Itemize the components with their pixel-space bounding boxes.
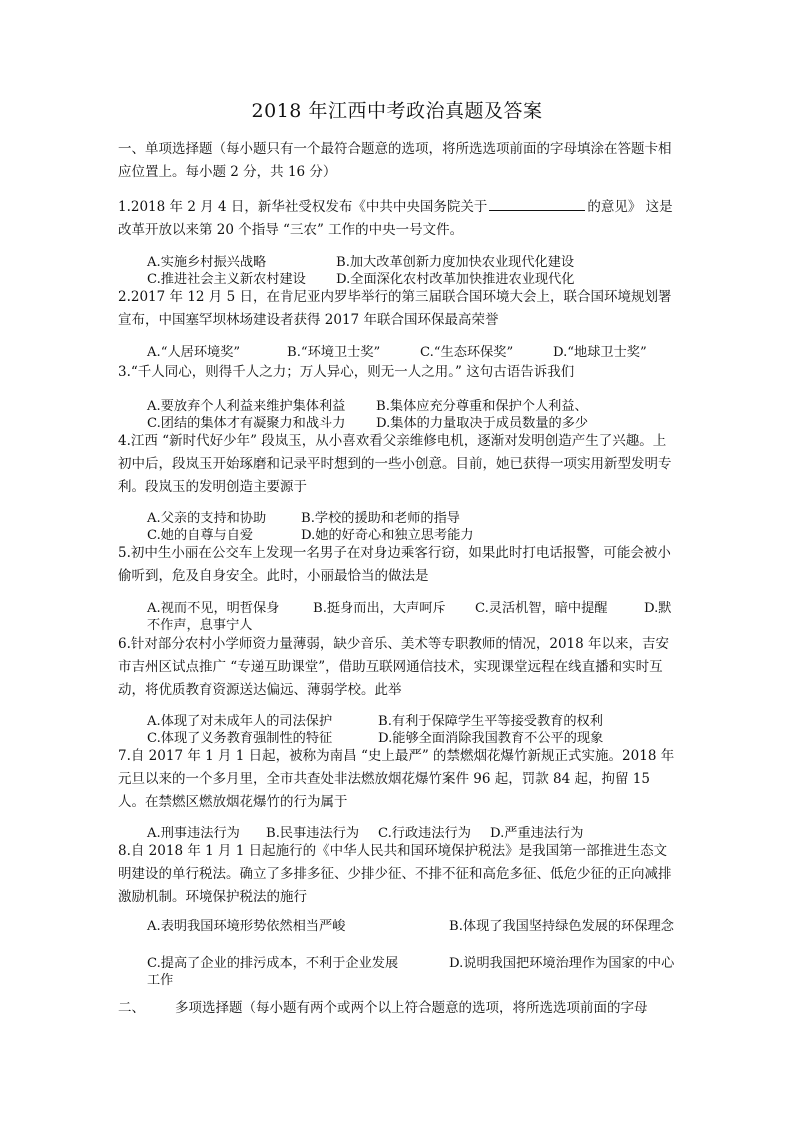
question-4-stem: 4.江西 “新时代好少年” 段岚玉，从小喜欢看父亲维修电机，逐渐对发明创造产生了兴趣。上初中后，段岚玉开始琢磨和记录平时想到的一些小创意。目前，她已获得一项实用新型发明专利。段岚玉的发明创造主要源于 [118, 433, 672, 495]
question-7-stem: 7.自 2017 年 1 月 1 日起，被称为南昌 “史上最严” 的禁燃烟花爆竹新规正式实施。2018 年元旦以来的一个多月里，全市共查处非法燃放烟花爆竹案件 96 起，罚款 84 起，拘留 15 人。在禁燃区燃放烟花爆竹的行为属于 [118, 748, 675, 810]
question-2-option-d: D.“地球卫士奖” [553, 345, 647, 360]
question-7-option-d: D.严重违法行为 [490, 826, 584, 841]
question-5-option-c: C.灵活机智，暗中提醒 [475, 601, 608, 616]
question-4-option-a: A.父亲的支持和协助 [147, 511, 267, 526]
question-4-option-c: C.她的自尊与自爱 [147, 528, 254, 543]
question-7-option-a: A.刑事违法行为 [147, 826, 240, 841]
section2-header: 多项选择题（每小题有两个或两个以上符合题意的选项，将所选选项前面的字母 [175, 1000, 648, 1016]
question-3-stem: 3.“千人同心，则得千人之力；万人异心，则无一人之用。” 这句古语告诉我们 [118, 364, 575, 380]
question-6-option-c: C.体现了义务教育强制性的特征 [147, 731, 333, 746]
question-7-option-c: C.行政违法行为 [378, 826, 471, 841]
question-8-option-b: B.体现了我国坚持绿色发展的环保理念 [449, 919, 674, 934]
answer-blank [489, 198, 585, 211]
question-2-option-c: C.“生态环保奖” [420, 345, 514, 360]
question-6-stem: 6.针对部分农村小学师资力量薄弱，缺少音乐、美术等专职教师的情况，2018 年以来，吉安市吉州区试点推广 “专递互助课堂”，借助互联网通信技术，实现课堂远程在线直播和实时互动，将优质教育资源送达偏远、薄弱学校。此举 [118, 636, 670, 698]
question-4-option-b: B.学校的援助和老师的指导 [301, 511, 460, 526]
question-6-option-b: B.有利于保障学生平等接受教育的权利 [378, 714, 603, 729]
question-5-option-d: D.默不作声，息事宁人 [147, 601, 672, 633]
question-8-option-c: C.提高了企业的排污成本，不利于企业发展 [147, 956, 399, 971]
question-1-stem-end: 的意见》 这是改革开放以来第 20 个指导 “三农” 工作的中央一号文件。 [118, 199, 673, 238]
question-5-option-a: A.视而不见，明哲保身 [147, 601, 280, 616]
question-8-option-d: D.说明我国把环境治理作为国家的中心工作 [147, 956, 675, 988]
question-1-option-c: C.推进社会主义新农村建设 [147, 272, 306, 287]
question-5-option-b: B.挺身而出，大声呵斥 [313, 601, 446, 616]
question-5-stem: 5.初中生小丽在公交车上发现一名男子在对身边乘客行窃，如果此时打电话报警，可能会被小偷听到，危及自身安全。此时，小丽最恰当的做法是 [118, 545, 671, 584]
question-1-option-a: A.实施乡村振兴战略 [147, 255, 267, 270]
question-1-option-b: B.加大改革创新力度加快农业现代化建设 [336, 255, 575, 270]
question-2-option-a: A.“人居环境奖” [147, 345, 241, 360]
question-3-option-b: B.集体应充分尊重和保护个人利益、 [376, 399, 588, 414]
question-6-option-d: D.能够全面消除我国教育不公平的现象 [378, 731, 604, 746]
question-6-option-a: A.体现了对未成年人的司法保护 [147, 714, 333, 729]
question-3-option-d: D.集体的力量取决于成员数量的多少 [376, 416, 589, 431]
question-1-stem [118, 196, 678, 242]
question-8-option-a: A.表明我国环境形势依然相当严峻 [147, 919, 346, 934]
question-2-option-b: B.“环境卫士奖” [287, 345, 381, 360]
question-3-option-a: A.要放弃个人利益来维护集体利益 [147, 399, 346, 414]
question-2-stem: 2.2017 年 12 月 5 日，在肯尼亚内罗毕举行的第三届联合国环境大会上，联合国环境规划署宣布，中国塞罕坝林场建设者获得 2017 年联合国环保最高荣誉 [118, 289, 672, 328]
question-8-stem: 8.自 2018 年 1 月 1 日起施行的《中华人民共和国环境保护税法》是我国第一部推进生态文明建设的单行税法。确立了多排多征、少排少征、不排不征和高危多征、低危少征的正向减排激励机制。环境保护税法的施行 [118, 843, 672, 905]
question-7-option-b: B.民事违法行为 [266, 826, 360, 841]
question-1-stem-start: 1.2018 年 2 月 4 日，新华社受权发布《中共中央国务院关于 [118, 199, 488, 215]
section2-number: 二、 [118, 1000, 145, 1016]
question-4-option-d: D.她的好奇心和独立思考能力 [301, 528, 474, 543]
question-3-option-c: C.团结的集体才有凝聚力和战斗力 [147, 416, 346, 431]
question-1-option-d: D.全面深化农村改革加快推进农业现代化 [336, 272, 575, 287]
page-title: 2018 年江西中考政治真题及答案 [251, 100, 543, 122]
section1-header: 一、单项选择题（每小题只有一个最符合题意的选项，将所选选项前面的字母填涂在答题卡相应位置上。每小题 2 分，共 16 分） [118, 141, 672, 180]
